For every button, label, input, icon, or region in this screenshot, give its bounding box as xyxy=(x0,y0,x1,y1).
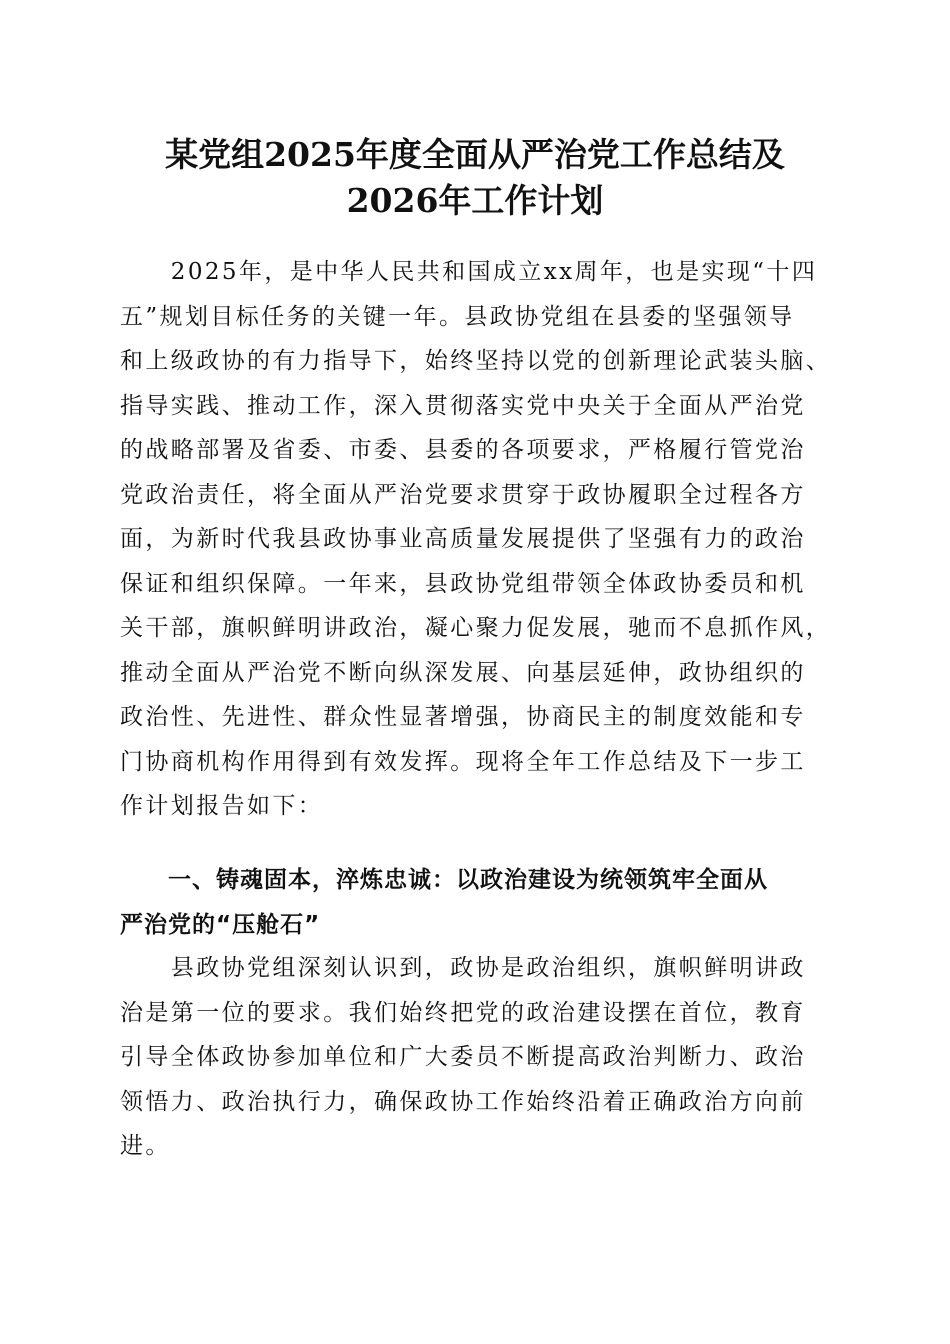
heading-line: 一、铸魂固本，淬炼忠诚：以政治建设为统领筑牢全面从 xyxy=(120,867,768,893)
paragraph-line: 保证和组织保障。一年来，县政协党组带领全体政协委员和机 xyxy=(120,570,806,597)
paragraph-line: 指导实践、推动工作，深入贯彻落实党中央关于全面从严治党 xyxy=(120,392,806,419)
paragraph-line: 面，为新时代我县政协事业高质量发展提供了坚强有力的政治 xyxy=(120,526,806,552)
paragraph-line: 引导全体政协参加单位和广大委员不断提高政治判断力、政治 xyxy=(120,1044,806,1070)
paragraph-line: 党政治责任，将全面从严治党要求贯穿于政协履职全过程各方 xyxy=(120,481,806,508)
heading-line: 严治党的“压舱石” xyxy=(120,911,321,938)
section-1-paragraph xyxy=(120,946,830,1169)
paragraph-line: 2025年，是中华人民共和国成立xx周年，也是实现“十四 xyxy=(120,259,818,285)
paragraph-line: 政治性、先进性、群众性显著增强，协商民主的制度效能和专 xyxy=(120,704,806,730)
paragraph-line: 作计划报告如下： xyxy=(120,793,324,819)
paragraph-line: 和上级政协的有力指导下，始终坚持以党的创新理论武装头脑、 xyxy=(120,348,832,374)
title-line: 某党组2025年度全面从严治党工作总结及 xyxy=(165,135,785,174)
paragraph-line: 关干部，旗帜鲜明讲政治，凝心聚力促发展，驰而不息抓作风， xyxy=(120,615,832,641)
paragraph-line: 五”规划目标任务的关键一年。县政协党组在县委的坚强领导 xyxy=(120,303,795,330)
paragraph-line: 治是第一位的要求。我们始终把党的政治建设摆在首位，教育 xyxy=(120,999,806,1026)
title-line: 2026年工作计划 xyxy=(346,181,604,220)
paragraph-line: 推动全面从严治党不断向纵深发展、向基层延伸，政协组织的 xyxy=(120,659,806,686)
document-title xyxy=(0,132,950,224)
paragraph-line: 门协商机构作用得到有效发挥。现将全年工作总结及下一步工 xyxy=(120,748,806,775)
paragraph-line: 县政协党组深刻认识到，政协是政治组织，旗帜鲜明讲政 xyxy=(120,955,806,981)
paragraph-line: 领悟力、政治执行力，确保政协工作始终沿着正确政治方向前 xyxy=(120,1088,806,1115)
paragraph-line: 的战略部署及省委、市委、县委的各项要求，严格履行管党治 xyxy=(120,437,806,463)
paragraph-line: 进。 xyxy=(120,1133,171,1159)
intro-paragraph xyxy=(120,250,830,829)
section-heading-1 xyxy=(120,858,830,947)
